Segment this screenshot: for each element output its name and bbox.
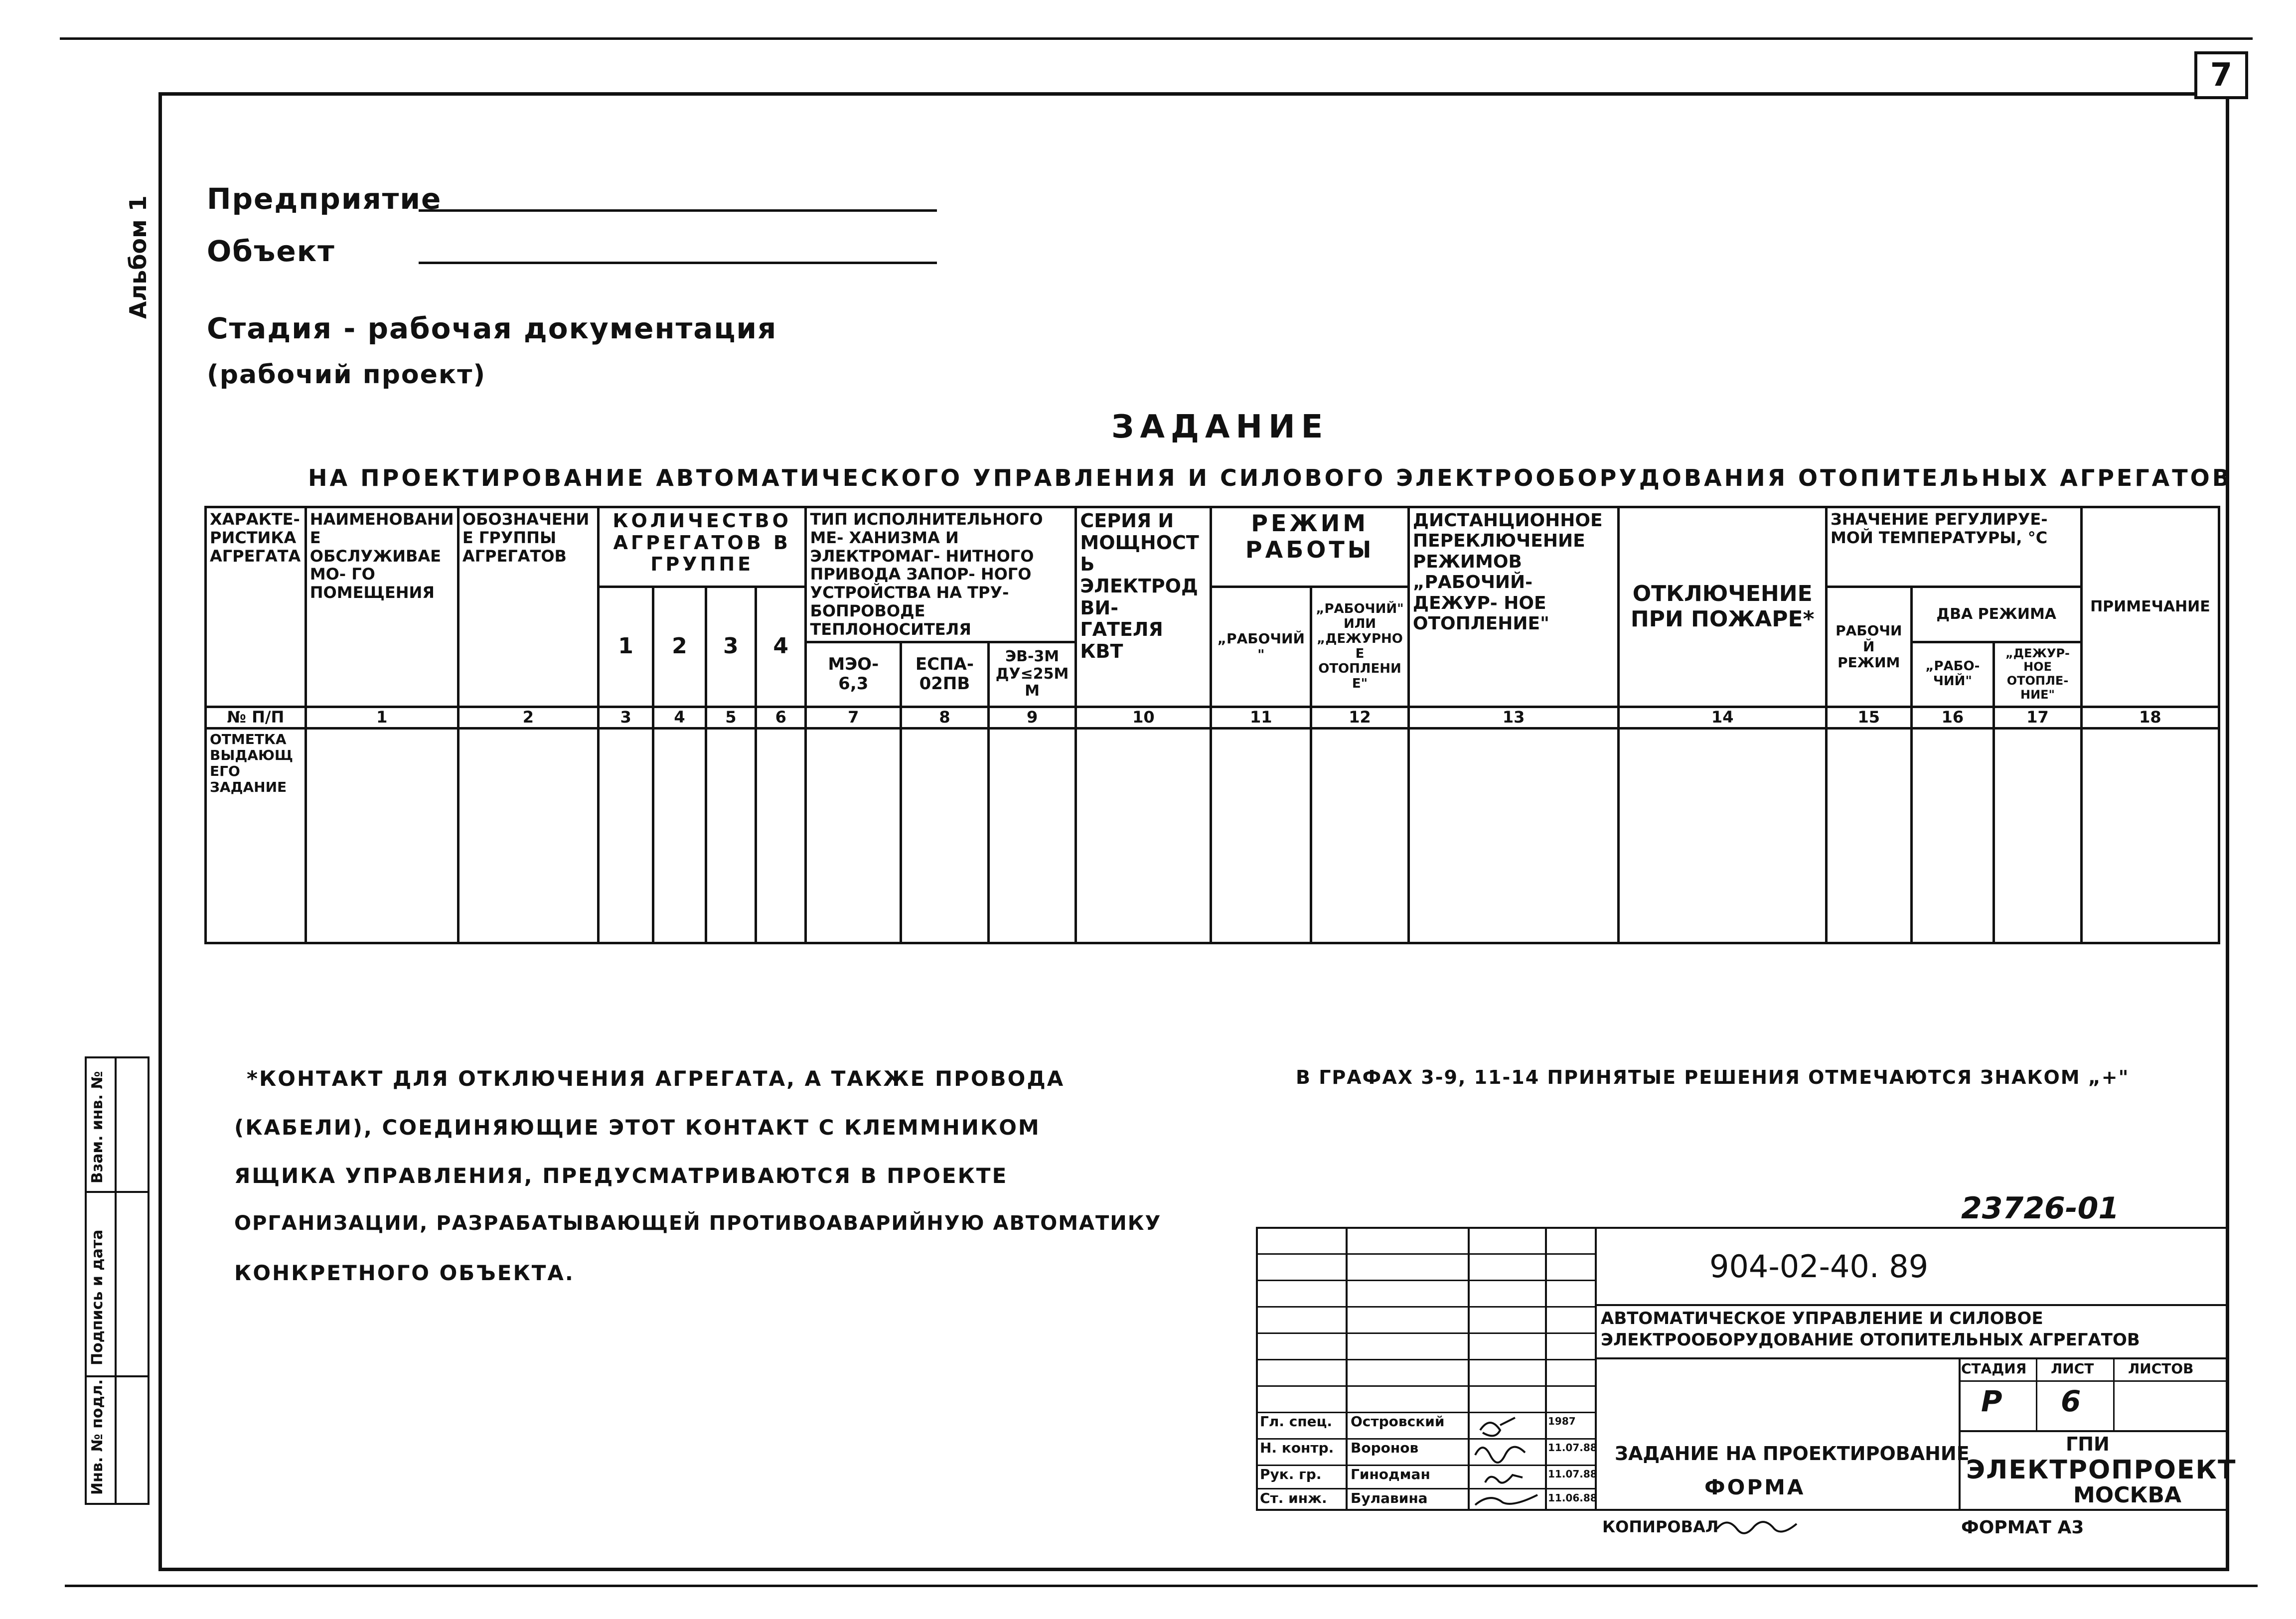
sheet-number-box [2194,51,2248,99]
footnote-line-4: ОРГАНИЗАЦИИ, РАЗРАБАТЫВАЮЩЕЙ ПРОТИВОАВАРИЙНУЮ АВТОМАТИКУ [234,1212,1162,1235]
col-num-11: 11 [1211,707,1311,728]
col-num-15: 15 [1826,707,1911,728]
header-mode-working-or-standby: „РАБОЧИЙ" ИЛИ „ДЕЖУРНОЕ ОТОПЛЕНИЕ" [1311,587,1409,707]
org-line-1: ГПИ [2066,1433,2110,1455]
object-blank [419,262,937,264]
footnote-line-3: ЯЩИКА УПРАВЛЕНИЯ, ПРЕДУСМАТРИВАЮТСЯ В ПРОЕКТЕ [234,1164,1008,1188]
date-group-lead: 11.07.88 [1548,1468,1597,1480]
signature-scribbles [1470,1410,1550,1510]
header-motor-series: СЕРИЯ И МОЩНОСТЬ ЭЛЕКТРОДВИ- ГАТЕЛЯ КВТ [1076,507,1211,707]
col-num-1: 1 [306,707,458,728]
role-group-lead: Рук. гр. [1260,1466,1322,1482]
footnote-line-5: КОНКРЕТНОГО ОБЪЕКТА. [234,1261,575,1285]
assignment-table [204,506,2220,944]
enterprise-blank [419,209,937,212]
header-units-4: 4 [756,587,806,707]
col-num-16: 16 [1911,707,1994,728]
stage-value: Р [1981,1384,2002,1418]
header-operating-mode: РЕЖИМ РАБОТЫ [1211,507,1408,587]
copied-signature [1714,1514,1799,1539]
header-group-designation: ОБОЗНАЧЕНИЕ ГРУППЫ АГРЕГАТОВ [458,507,598,707]
copied-label: КОПИРОВАЛ [1602,1517,1719,1536]
sheet-header: ЛИСТ [2051,1360,2094,1377]
header-actuator-type: ТИП ИСПОЛНИТЕЛЬНОГО МЕ- ХАНИЗМА И ЭЛЕКТРОМАГ- НИТНОГО ПРИВОДА ЗАПОР- НОГО УСТРОЙСТВА НА ТРУ- БОПРОВОДЕ ТЕПЛОНОСИТЕЛЯ [806,507,1076,642]
signature-4 [1475,1495,1537,1505]
col-num-17: 17 [1994,707,2082,728]
side-stamp-inv-no: Инв. № подл. [89,1379,106,1495]
role-senior-engineer: Ст. инж. [1260,1490,1327,1506]
col-num-8: 8 [901,707,989,728]
object-label: Объект [207,234,335,268]
header-temp-two-modes: ДВА РЕЖИМА [1911,587,2081,642]
sheets-header: ЛИСТОВ [2128,1360,2194,1377]
name-senior-engineer: Булавина [1351,1490,1428,1506]
org-line-2: ЭЛЕКТРОПРОЕКТ [1966,1455,2237,1485]
name-chief-specialist: Островский [1351,1413,1445,1430]
col-num-6: 6 [756,707,806,728]
col-num-3: 3 [598,707,653,728]
col-num-13: 13 [1408,707,1619,728]
document-title: ЗАДАНИЕ [1111,409,1329,445]
issuer-mark-cell: ОТМЕТКА ВЫДАЮЩЕГО ЗАДАНИЕ [206,728,306,943]
footnote-line-2: (КАБЕЛИ), СОЕДИНЯЮЩИЕ ЭТОТ КОНТАКТ С КЛЕММНИКОМ [234,1115,1041,1140]
album-label: Альбом 1 [125,195,152,319]
col-num-7: 7 [806,707,901,728]
bottom-rule [65,1585,2258,1587]
document-subtitle: НА ПРОЕКТИРОВАНИЕ АВТОМАТИЧЕСКОГО УПРАВЛЕНИЯ И СИЛОВОГО ЭЛЕКТРООБОРУДОВАНИЯ ОТОПИТЕЛЬНЫХ АГРЕГАТОВ [308,464,2232,491]
date-senior-engineer: 11.06.88 [1548,1492,1597,1504]
sheet-title-1: ЗАДАНИЕ НА ПРОЕКТИРОВАНИЕ [1615,1443,1970,1465]
sheet-number: 7 [2210,57,2233,94]
col-num-18: 18 [2081,707,2219,728]
stage-line: Стадия - рабочая документация [207,311,777,345]
column-number-row [206,707,2219,728]
header-temperature: ЗНАЧЕНИЕ РЕГУЛИРУЕ- МОЙ ТЕМПЕРАТУРЫ, °С [1826,507,2081,587]
graphs-note: В ГРАФАХ 3-9, 11-14 ПРИНЯТЫЕ РЕШЕНИЯ ОТМЕЧАЮТСЯ ЗНАКОМ „+" [1296,1066,2130,1088]
org-line-3: МОСКВА [2073,1482,2182,1508]
date-chief-specialist: 1987 [1548,1415,1576,1427]
document-code: 904-02-40. 89 [1709,1248,1929,1285]
stage-sub: (рабочий проект) [207,360,486,390]
signature-1 [1480,1418,1515,1436]
header-actuator-espa: ЕСПА- 02ПВ [901,642,989,707]
header-temp-standby: „ДЕЖУР- НОЕ ОТОПЛЕ- НИЕ" [1994,642,2082,707]
col-num-14: 14 [1619,707,1827,728]
header-temp-working: „РАБО- ЧИЙ" [1911,642,1994,707]
header-characteristic: ХАРАКТЕ- РИСТИКА АГРЕГАТА [206,507,306,707]
col-num-0: № П/П [206,707,306,728]
header-actuator-ev3m: ЭВ-3М ДУ≤25ММ [988,642,1076,707]
footnote-line-1: *КОНТАКТ ДЛЯ ОТКЛЮЧЕНИЯ АГРЕГАТА, А ТАКЖЕ ПРОВОДА [247,1066,1065,1091]
sheet-title-2: ФОРМА [1704,1475,1806,1499]
table-body-row [206,728,2219,943]
header-room-name: НАИМЕНОВАНИЕ ОБСЛУЖИВАЕМО- ГО ПОМЕЩЕНИЯ [306,507,458,707]
header-fire-shutdown: ОТКЛЮЧЕНИЕ ПРИ ПОЖАРЕ* [1619,507,1827,707]
header-remote-switching: ДИСТАНЦИОННОЕ ПЕРЕКЛЮЧЕНИЕ РЕЖИМОВ „РАБОЧИЙ-ДЕЖУР- НОЕ ОТОПЛЕНИЕ" [1408,507,1619,707]
side-stamp-replacement-inv: Взам. инв. № [89,1071,106,1183]
enterprise-label: Предприятие [207,182,442,216]
col-num-9: 9 [988,707,1076,728]
date-norm-control: 11.07.88 [1548,1442,1597,1454]
name-group-lead: Гинодман [1351,1466,1430,1482]
header-units-1: 1 [598,587,653,707]
signature-3 [1485,1475,1523,1483]
project-name: АВТОМАТИЧЕСКОЕ УПРАВЛЕНИЕ И СИЛОВОЕ ЭЛЕКТРООБОРУДОВАНИЕ ОТОПИТЕЛЬНЫХ АГРЕГАТОВ [1601,1309,2140,1350]
col-num-10: 10 [1076,707,1211,728]
role-norm-control: Н. контр. [1260,1440,1334,1456]
sheet-value: 6 [2061,1384,2081,1418]
side-stamp-signature-date: Подпись и дата [89,1229,106,1365]
header-remarks: ПРИМЕЧАНИЕ [2081,507,2219,707]
header-units-count: КОЛИЧЕСТВО АГРЕГАТОВ В ГРУППЕ [598,507,806,587]
col-num-2: 2 [458,707,598,728]
header-actuator-meo: МЭО- 6,3 [806,642,901,707]
header-mode-working: „РАБОЧИЙ" [1211,587,1311,707]
top-rule [60,37,2253,40]
header-units-3: 3 [706,587,756,707]
format-label: ФОРМАТ А3 [1961,1517,2084,1538]
col-num-12: 12 [1311,707,1409,728]
stage-header: СТАДИЯ [1961,1360,2027,1377]
header-units-2: 2 [653,587,706,707]
col-num-5: 5 [706,707,756,728]
role-chief-specialist: Гл. спец. [1260,1413,1333,1430]
archive-number: 23726-01 [1961,1191,2120,1226]
col-num-4: 4 [653,707,706,728]
header-temp-working-mode: РАБОЧИЙ РЕЖИМ [1826,587,1911,707]
name-norm-control: Воронов [1351,1440,1419,1456]
signature-2 [1475,1447,1525,1463]
